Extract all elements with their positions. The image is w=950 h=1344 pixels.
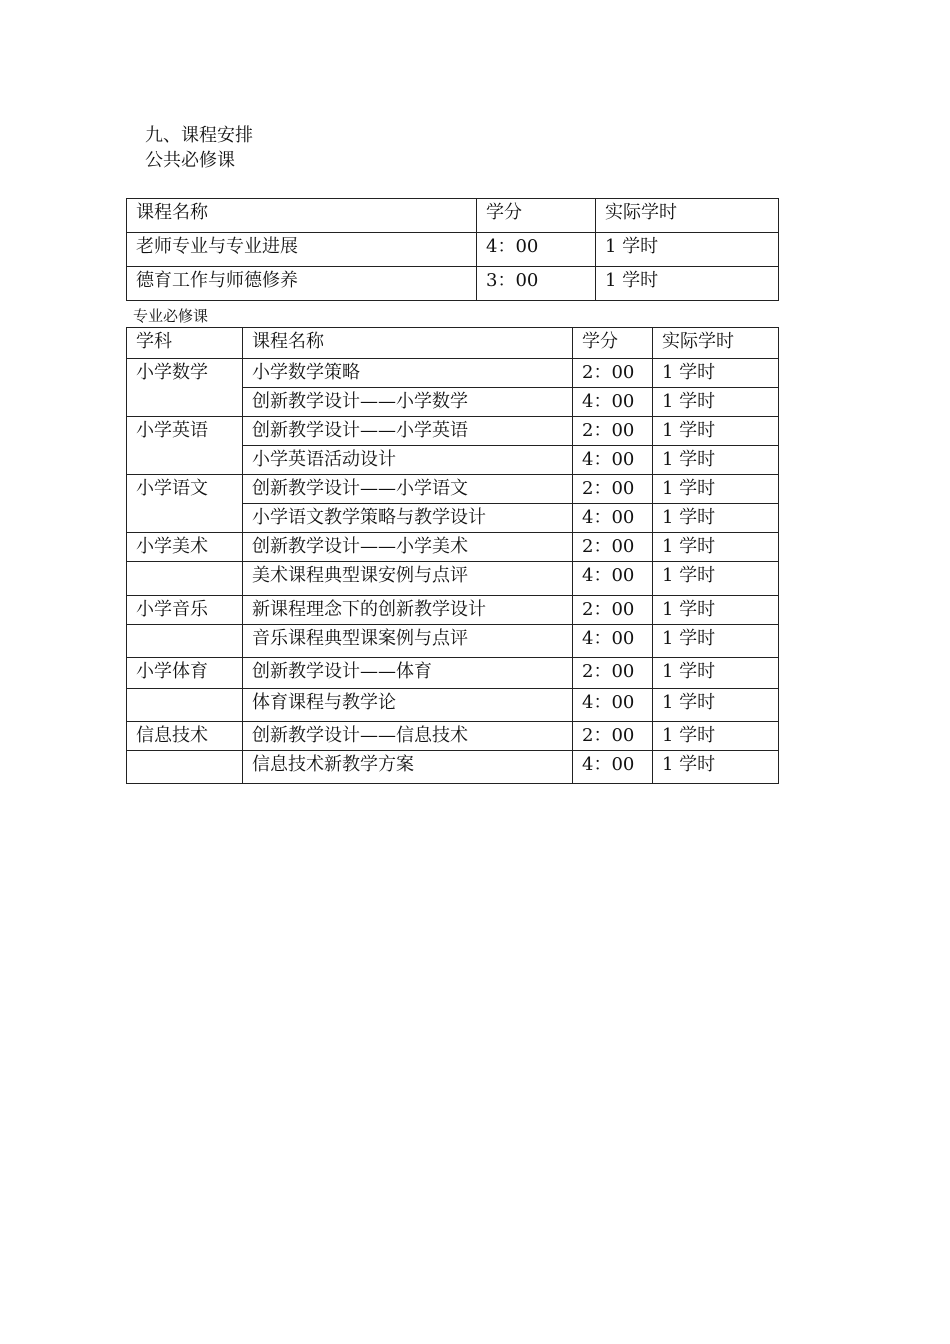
column-header-hours: 实际学时: [653, 328, 779, 359]
table-row: [127, 751, 779, 784]
hours-cell: 1 学时: [653, 689, 779, 722]
hours-cell: 1 学时: [653, 722, 779, 751]
column-header-subject: 学科: [127, 328, 243, 359]
credit-cell: 2：00: [573, 658, 653, 689]
table-row: [127, 267, 779, 301]
subject-cell: 信息技术: [127, 722, 243, 751]
course-cell: 德育工作与师德修养: [127, 267, 477, 301]
table-row: [127, 689, 779, 722]
course-cell: 新课程理念下的创新教学设计: [243, 596, 573, 625]
subject-cell: 小学英语: [127, 417, 243, 475]
hours-cell: 1 学时: [653, 475, 779, 504]
hours-cell: 1 学时: [653, 388, 779, 417]
major-required-table: [126, 327, 779, 784]
course-cell: 信息技术新教学方案: [243, 751, 573, 784]
credit-cell: 4：00: [573, 625, 653, 658]
table-row: [127, 596, 779, 625]
subject-cell: 小学美术: [127, 533, 243, 562]
subject-cell: [127, 751, 243, 784]
credit-cell: 2：00: [573, 475, 653, 504]
subject-cell: [127, 625, 243, 658]
course-cell: 创新教学设计——小学英语: [243, 417, 573, 446]
hours-cell: 1 学时: [653, 658, 779, 689]
credit-cell: 2：00: [573, 596, 653, 625]
hours-cell: 1 学时: [653, 596, 779, 625]
section-title: 九、课程安排: [145, 125, 253, 146]
course-cell: 老师专业与专业进展: [127, 233, 477, 267]
table-row: [127, 359, 779, 388]
column-header-credit: 学分: [477, 199, 596, 233]
course-cell: 创新教学设计——小学美术: [243, 533, 573, 562]
table-header-row: [127, 199, 779, 233]
credit-cell: 2：00: [573, 533, 653, 562]
course-cell: 创新教学设计——小学语文: [243, 475, 573, 504]
credit-cell: 4：00: [573, 504, 653, 533]
column-header-credit: 学分: [573, 328, 653, 359]
table-row: [127, 533, 779, 562]
course-cell: 美术课程典型课安例与点评: [243, 562, 573, 596]
public-required-heading: 公共必修课: [145, 150, 235, 171]
subject-cell: [127, 562, 243, 596]
column-header-hours: 实际学时: [596, 199, 779, 233]
course-cell: 创新教学设计——体育: [243, 658, 573, 689]
credit-cell: 4：00: [573, 446, 653, 475]
major-required-heading: 专业必修课: [133, 307, 209, 325]
credit-cell: 4：00: [573, 689, 653, 722]
hours-cell: 1 学时: [596, 233, 779, 267]
credit-cell: 4：00: [573, 562, 653, 596]
hours-cell: 1 学时: [653, 359, 779, 388]
course-cell: 创新教学设计——小学数学: [243, 388, 573, 417]
hours-cell: 1 学时: [653, 417, 779, 446]
course-cell: 小学数学策略: [243, 359, 573, 388]
hours-cell: 1 学时: [653, 751, 779, 784]
table-header-row: [127, 328, 779, 359]
course-cell: 小学语文教学策略与教学设计: [243, 504, 573, 533]
subject-cell: [127, 689, 243, 722]
table-row: [127, 722, 779, 751]
hours-cell: 1 学时: [653, 562, 779, 596]
hours-cell: 1 学时: [653, 625, 779, 658]
course-cell: 创新教学设计——信息技术: [243, 722, 573, 751]
table-row: [127, 658, 779, 689]
hours-cell: 1 学时: [596, 267, 779, 301]
table-row: [127, 233, 779, 267]
course-cell: 小学英语活动设计: [243, 446, 573, 475]
hours-cell: 1 学时: [653, 446, 779, 475]
course-cell: 体育课程与教学论: [243, 689, 573, 722]
credit-cell: 2：00: [573, 359, 653, 388]
table-row: [127, 417, 779, 446]
subject-cell: 小学音乐: [127, 596, 243, 625]
table-row: [127, 562, 779, 596]
credit-cell: 2：00: [573, 722, 653, 751]
credit-cell: 4：00: [573, 751, 653, 784]
hours-cell: 1 学时: [653, 504, 779, 533]
column-header-course: 课程名称: [243, 328, 573, 359]
credit-cell: 4：00: [477, 233, 596, 267]
hours-cell: 1 学时: [653, 533, 779, 562]
public-required-table: [126, 198, 779, 301]
table-row: [127, 625, 779, 658]
subject-cell: 小学数学: [127, 359, 243, 417]
credit-cell: 3：00: [477, 267, 596, 301]
subject-cell: 小学语文: [127, 475, 243, 533]
column-header-course: 课程名称: [127, 199, 477, 233]
credit-cell: 4：00: [573, 388, 653, 417]
course-cell: 音乐课程典型课案例与点评: [243, 625, 573, 658]
credit-cell: 2：00: [573, 417, 653, 446]
subject-cell: 小学体育: [127, 658, 243, 689]
table-row: [127, 475, 779, 504]
